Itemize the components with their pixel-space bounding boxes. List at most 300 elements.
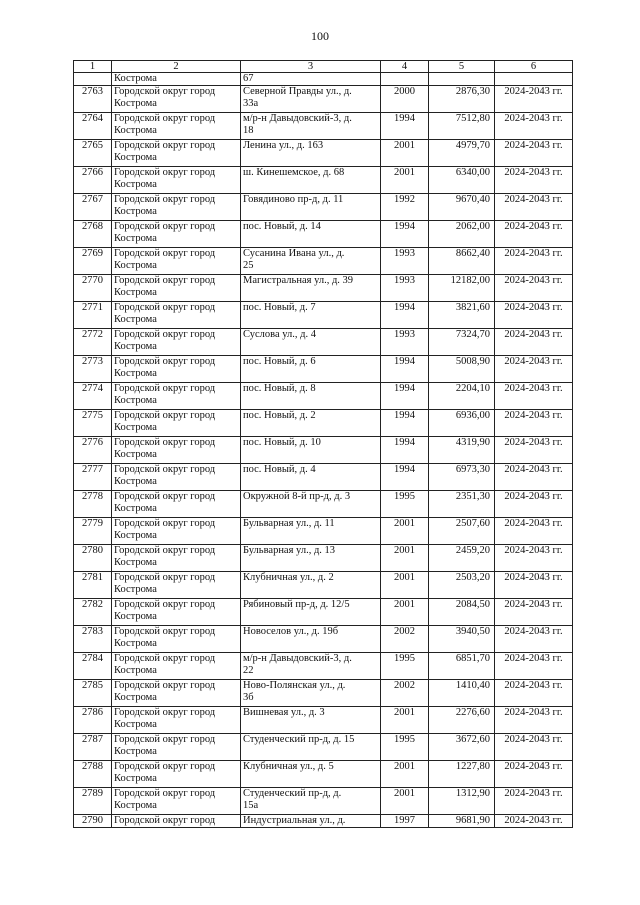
municipality-name-line-1: Городской округ город [114, 518, 216, 529]
municipality-name-line-1: Городской округ город [114, 680, 216, 691]
municipality-name-line-2: Кострома [114, 611, 157, 622]
municipality-name [112, 653, 241, 680]
building-address [241, 761, 381, 788]
municipality-name [112, 734, 241, 761]
municipality-name-line-2: Кострома [114, 503, 157, 514]
table-row [74, 680, 573, 707]
build-year: 2000 [381, 86, 429, 113]
municipality-name [112, 761, 241, 788]
municipality-name [112, 356, 241, 383]
municipality-name-line-1: Городской округ город [114, 86, 216, 97]
municipality-name-line-1: Городской округ город [114, 626, 216, 637]
municipality-name-line-1: Городской округ город [114, 113, 216, 124]
building-address-line-1: м/р-н Давыдовский-3, д. [243, 113, 352, 124]
municipality-name-line-2: Кострома [114, 260, 157, 271]
building-address [241, 113, 381, 140]
build-year: 2001 [381, 167, 429, 194]
building-address [241, 410, 381, 437]
municipality-name [112, 140, 241, 167]
building-address [241, 275, 381, 302]
municipality-name [112, 221, 241, 248]
building-address [241, 329, 381, 356]
row-number: 2775 [74, 410, 112, 437]
row-number: 2790 [74, 815, 112, 828]
build-year: 2001 [381, 518, 429, 545]
building-area: 2507,60 [429, 518, 495, 545]
municipality-name [112, 626, 241, 653]
building-address-line-1: Окружной 8-й пр-д, д. 3 [243, 491, 351, 502]
building-address-line-1: Рябиновый пр-д, д. 12/5 [243, 599, 350, 610]
municipality-name: Городской округ город [112, 815, 241, 828]
table-row-last [74, 815, 573, 828]
municipality-name [112, 167, 241, 194]
table-row [74, 437, 573, 464]
row-number: 2765 [74, 140, 112, 167]
building-address-line-1: пос. Новый, д. 2 [243, 410, 316, 421]
building-address [241, 86, 381, 113]
municipality-name [112, 572, 241, 599]
municipality-name-line-1: Городской округ город [114, 734, 216, 745]
row-number: 2778 [74, 491, 112, 518]
repair-period: 2024-2043 гг. [495, 464, 573, 491]
municipality-name-line-1: Городской округ город [114, 464, 216, 475]
building-area: 8662,40 [429, 248, 495, 275]
building-address-line-1: Студенческий пр-д, д. [243, 788, 342, 799]
table-row [74, 788, 573, 815]
table-row [74, 275, 573, 302]
column-number-header [74, 61, 573, 73]
repair-period: 2024-2043 гг. [495, 518, 573, 545]
repair-period: 2024-2043 гг. [495, 383, 573, 410]
table-row [74, 329, 573, 356]
municipality-name: Кострома [112, 73, 241, 86]
row-number: 2782 [74, 599, 112, 626]
repair-period: 2024-2043 гг. [495, 275, 573, 302]
table-row [74, 356, 573, 383]
build-year: 1994 [381, 113, 429, 140]
repair-period: 2024-2043 гг. [495, 194, 573, 221]
table-body [74, 73, 573, 828]
building-address-line-1: Северной Правды ул., д. [243, 86, 352, 97]
municipality-name-line-2: Кострома [114, 314, 157, 325]
building-address [241, 221, 381, 248]
row-number: 2764 [74, 113, 112, 140]
building-address-line-1: пос. Новый, д. 10 [243, 437, 321, 448]
building-area: 7512,80 [429, 113, 495, 140]
municipality-name [112, 464, 241, 491]
municipality-name-line-1: Городской округ город [114, 491, 216, 502]
building-area: 9681,90 [429, 815, 495, 828]
repair-period: 2024-2043 гг. [495, 167, 573, 194]
building-address-line-2: 33а [243, 98, 259, 109]
building-address-line-1: Вишневая ул., д. 3 [243, 707, 325, 718]
building-address [241, 545, 381, 572]
building-address-line-1: Бульварная ул., д. 11 [243, 518, 335, 529]
building-address-line-1: Клубничная ул., д. 2 [243, 572, 334, 583]
table-row [74, 653, 573, 680]
row-number [74, 73, 112, 86]
table-row [74, 761, 573, 788]
municipality-name-line-2: Кострома [114, 476, 157, 487]
municipality-name-line-2: Кострома [114, 368, 157, 379]
building-address-line-1: Суслова ул., д. 4 [243, 329, 316, 340]
build-year: 2002 [381, 626, 429, 653]
row-number: 2780 [74, 545, 112, 572]
build-year: 2001 [381, 788, 429, 815]
row-number: 2766 [74, 167, 112, 194]
municipality-name-line-1: Городской округ город [114, 707, 216, 718]
repair-period: 2024-2043 гг. [495, 437, 573, 464]
build-year: 1994 [381, 464, 429, 491]
municipality-name-line-1: Городской округ город [114, 329, 216, 340]
build-year: 1994 [381, 437, 429, 464]
municipality-name [112, 788, 241, 815]
building-address-line-1: Магистральная ул., д. 39 [243, 275, 354, 286]
row-number: 2786 [74, 707, 112, 734]
building-address-line-1: Новоселов ул., д. 19б [243, 626, 339, 637]
building-area: 2351,30 [429, 491, 495, 518]
repair-period: 2024-2043 гг. [495, 491, 573, 518]
building-area: 9670,40 [429, 194, 495, 221]
municipality-name [112, 437, 241, 464]
table-row [74, 167, 573, 194]
repair-period: 2024-2043 гг. [495, 734, 573, 761]
build-year: 1993 [381, 275, 429, 302]
municipality-name-line-2: Кострома [114, 98, 157, 109]
build-year: 1995 [381, 653, 429, 680]
building-area: 3940,50 [429, 626, 495, 653]
row-number: 2784 [74, 653, 112, 680]
municipality-name [112, 113, 241, 140]
building-address [241, 464, 381, 491]
building-address [241, 518, 381, 545]
municipality-name [112, 680, 241, 707]
municipality-name-line-1: Городской округ город [114, 275, 216, 286]
building-area: 12182,00 [429, 275, 495, 302]
repair-period: 2024-2043 гг. [495, 86, 573, 113]
municipality-name-line-2: Кострома [114, 287, 157, 298]
municipality-name [112, 707, 241, 734]
build-year: 2001 [381, 572, 429, 599]
repair-period: 2024-2043 гг. [495, 221, 573, 248]
building-area: 2084,50 [429, 599, 495, 626]
building-address-line-1: пос. Новый, д. 7 [243, 302, 316, 313]
repair-period: 2024-2043 гг. [495, 356, 573, 383]
repair-period: 2024-2043 гг. [495, 815, 573, 828]
table-row [74, 518, 573, 545]
table-row [74, 572, 573, 599]
build-year: 1994 [381, 383, 429, 410]
build-year: 1994 [381, 356, 429, 383]
row-number: 2770 [74, 275, 112, 302]
table-row [74, 221, 573, 248]
building-address-line-1: м/р-н Давыдовский-3, д. [243, 653, 352, 664]
build-year: 1994 [381, 302, 429, 329]
building-address-line-1: пос. Новый, д. 4 [243, 464, 316, 475]
build-year: 2001 [381, 707, 429, 734]
table-row [74, 599, 573, 626]
building-address-line-1: пос. Новый, д. 8 [243, 383, 316, 394]
repair-period: 2024-2043 гг. [495, 302, 573, 329]
municipality-name [112, 383, 241, 410]
municipality-name [112, 302, 241, 329]
repair-period: 2024-2043 гг. [495, 599, 573, 626]
build-year: 1997 [381, 815, 429, 828]
row-number: 2779 [74, 518, 112, 545]
repair-period: 2024-2043 гг. [495, 653, 573, 680]
municipality-name-line-1: Городской округ город [114, 140, 216, 151]
municipality-name-line-2: Кострома [114, 638, 157, 649]
header-col-4: 4 [381, 61, 429, 73]
build-year: 1994 [381, 221, 429, 248]
municipality-name-line-1: Городской округ город [114, 167, 216, 178]
municipality-name-line-2: Кострома [114, 584, 157, 595]
building-address-line-1: Студенческий пр-д, д. 15 [243, 734, 355, 745]
municipality-name-line-2: Кострома [114, 179, 157, 190]
table-row [74, 707, 573, 734]
building-area: 2204,10 [429, 383, 495, 410]
build-year: 1995 [381, 734, 429, 761]
municipality-name-line-2: Кострома [114, 422, 157, 433]
municipality-name-line-2: Кострома [114, 395, 157, 406]
building-area: 3672,60 [429, 734, 495, 761]
repair-period: 2024-2043 гг. [495, 545, 573, 572]
municipality-name-line-2: Кострома [114, 233, 157, 244]
municipality-name-line-2: Кострома [114, 773, 157, 784]
building-area: 6973,30 [429, 464, 495, 491]
building-area: 6340,00 [429, 167, 495, 194]
municipality-name-line-1: Городской округ город [114, 545, 216, 556]
row-number: 2787 [74, 734, 112, 761]
repair-period: 2024-2043 гг. [495, 410, 573, 437]
build-year: 1992 [381, 194, 429, 221]
building-address [241, 707, 381, 734]
continuation-row [74, 73, 573, 86]
repair-period: 2024-2043 гг. [495, 140, 573, 167]
municipality-name [112, 410, 241, 437]
build-year [381, 73, 429, 86]
municipality-name [112, 194, 241, 221]
repair-period: 2024-2043 гг. [495, 788, 573, 815]
building-area: 1312,90 [429, 788, 495, 815]
building-address [241, 491, 381, 518]
building-address-line-2: 3б [243, 692, 254, 703]
municipality-name [112, 599, 241, 626]
municipality-name-line-2: Кострома [114, 719, 157, 730]
table-row [74, 464, 573, 491]
table-row [74, 383, 573, 410]
building-address-line-1: Ленина ул., д. 163 [243, 140, 324, 151]
municipality-name-line-1: Городской округ город [114, 572, 216, 583]
building-area: 2503,20 [429, 572, 495, 599]
building-area: 5008,90 [429, 356, 495, 383]
building-address: Индустриальная ул., д. [241, 815, 381, 828]
building-area: 7324,70 [429, 329, 495, 356]
municipality-name [112, 545, 241, 572]
building-address [241, 572, 381, 599]
municipality-name-line-2: Кострома [114, 557, 157, 568]
building-area: 1410,40 [429, 680, 495, 707]
building-address-line-1: пос. Новый, д. 6 [243, 356, 316, 367]
building-area: 4319,90 [429, 437, 495, 464]
building-address [241, 680, 381, 707]
repair-period: 2024-2043 гг. [495, 329, 573, 356]
row-number: 2773 [74, 356, 112, 383]
row-number: 2776 [74, 437, 112, 464]
header-col-2: 2 [112, 61, 241, 73]
row-number: 2768 [74, 221, 112, 248]
row-number: 2777 [74, 464, 112, 491]
building-address [241, 653, 381, 680]
building-address [241, 356, 381, 383]
build-year: 2001 [381, 140, 429, 167]
building-address-line-2: 15а [243, 800, 259, 811]
municipality-name-line-2: Кострома [114, 125, 157, 136]
table-row [74, 734, 573, 761]
building-address [241, 302, 381, 329]
housing-registry-table [73, 60, 573, 828]
building-area: 4979,70 [429, 140, 495, 167]
header-col-1: 1 [74, 61, 112, 73]
row-number: 2789 [74, 788, 112, 815]
repair-period: 2024-2043 гг. [495, 761, 573, 788]
row-number: 2771 [74, 302, 112, 329]
building-address: 67 [241, 73, 381, 86]
build-year: 2001 [381, 761, 429, 788]
build-year: 2001 [381, 599, 429, 626]
build-year: 1993 [381, 248, 429, 275]
building-address-line-1: Бульварная ул., д. 13 [243, 545, 336, 556]
municipality-name-line-1: Городской округ город [114, 599, 216, 610]
municipality-name [112, 275, 241, 302]
municipality-name-line-2: Кострома [114, 152, 157, 163]
building-address-line-2: 18 [243, 125, 254, 136]
building-area: 2276,60 [429, 707, 495, 734]
building-address-line-2: 25 [243, 260, 254, 271]
table-row [74, 140, 573, 167]
municipality-name-line-1: Городской округ город [114, 356, 216, 367]
municipality-name-line-1: Городской округ город [114, 788, 216, 799]
municipality-name [112, 329, 241, 356]
repair-period: 2024-2043 гг. [495, 572, 573, 599]
table-row [74, 626, 573, 653]
row-number: 2767 [74, 194, 112, 221]
table-row [74, 491, 573, 518]
repair-period: 2024-2043 гг. [495, 248, 573, 275]
repair-period: 2024-2043 гг. [495, 626, 573, 653]
table-row [74, 113, 573, 140]
building-address [241, 437, 381, 464]
municipality-name-line-2: Кострома [114, 692, 157, 703]
table-row [74, 86, 573, 113]
building-area [429, 73, 495, 86]
municipality-name-line-2: Кострома [114, 665, 157, 676]
municipality-name-line-1: Городской округ город [114, 410, 216, 421]
municipality-name-line-2: Кострома [114, 530, 157, 541]
building-address-line-2: 22 [243, 665, 254, 676]
build-year: 1995 [381, 491, 429, 518]
municipality-name [112, 491, 241, 518]
municipality-name-line-1: Городской округ город [114, 761, 216, 772]
building-address [241, 194, 381, 221]
building-address-line-1: Ново-Полянская ул., д. [243, 680, 346, 691]
municipality-name-line-1: Городской округ город [114, 437, 216, 448]
municipality-name-line-2: Кострома [114, 800, 157, 811]
building-address [241, 599, 381, 626]
municipality-name-line-2: Кострома [114, 206, 157, 217]
header-col-6: 6 [495, 61, 573, 73]
building-address [241, 788, 381, 815]
building-address-line-1: Говядиново пр-д, д. 11 [243, 194, 344, 205]
municipality-name-line-1: Городской округ город [114, 653, 216, 664]
building-area: 6851,70 [429, 653, 495, 680]
page-number: 100 [311, 29, 329, 43]
row-number: 2772 [74, 329, 112, 356]
building-address [241, 734, 381, 761]
repair-period: 2024-2043 гг. [495, 680, 573, 707]
building-address [241, 383, 381, 410]
table-row [74, 248, 573, 275]
table-row [74, 302, 573, 329]
municipality-name-line-1: Городской округ город [114, 383, 216, 394]
row-number: 2763 [74, 86, 112, 113]
table-row [74, 194, 573, 221]
municipality-name-line-2: Кострома [114, 746, 157, 757]
municipality-name-line-1: Городской округ город [114, 248, 216, 259]
build-year: 1993 [381, 329, 429, 356]
municipality-name-line-2: Кострома [114, 449, 157, 460]
building-area: 3821,60 [429, 302, 495, 329]
repair-period: 2024-2043 гг. [495, 113, 573, 140]
building-address [241, 248, 381, 275]
repair-period: 2024-2043 гг. [495, 707, 573, 734]
building-area: 1227,80 [429, 761, 495, 788]
municipality-name-line-1: Городской округ город [114, 302, 216, 313]
row-number: 2774 [74, 383, 112, 410]
build-year: 2002 [381, 680, 429, 707]
row-number: 2783 [74, 626, 112, 653]
municipality-name [112, 86, 241, 113]
row-number: 2788 [74, 761, 112, 788]
building-area: 2062,00 [429, 221, 495, 248]
building-address [241, 140, 381, 167]
building-area: 2459,20 [429, 545, 495, 572]
municipality-name [112, 248, 241, 275]
row-number: 2781 [74, 572, 112, 599]
municipality-name-line-1: Городской округ город [114, 194, 216, 205]
build-year: 1994 [381, 410, 429, 437]
row-number: 2785 [74, 680, 112, 707]
building-area: 2876,30 [429, 86, 495, 113]
municipality-name [112, 518, 241, 545]
municipality-name-line-2: Кострома [114, 341, 157, 352]
header-col-3: 3 [241, 61, 381, 73]
building-address-line-1: Клубничная ул., д. 5 [243, 761, 334, 772]
repair-period [495, 73, 573, 86]
building-area: 6936,00 [429, 410, 495, 437]
row-number: 2769 [74, 248, 112, 275]
building-address [241, 167, 381, 194]
building-address-line-1: ш. Кинешемское, д. 68 [243, 167, 345, 178]
header-col-5: 5 [429, 61, 495, 73]
build-year: 2001 [381, 545, 429, 572]
table-row [74, 410, 573, 437]
table-row [74, 545, 573, 572]
building-address [241, 626, 381, 653]
building-address-line-1: Сусанина Ивана ул., д. [243, 248, 345, 259]
building-address-line-1: пос. Новый, д. 14 [243, 221, 321, 232]
municipality-name-line-1: Городской округ город [114, 221, 216, 232]
